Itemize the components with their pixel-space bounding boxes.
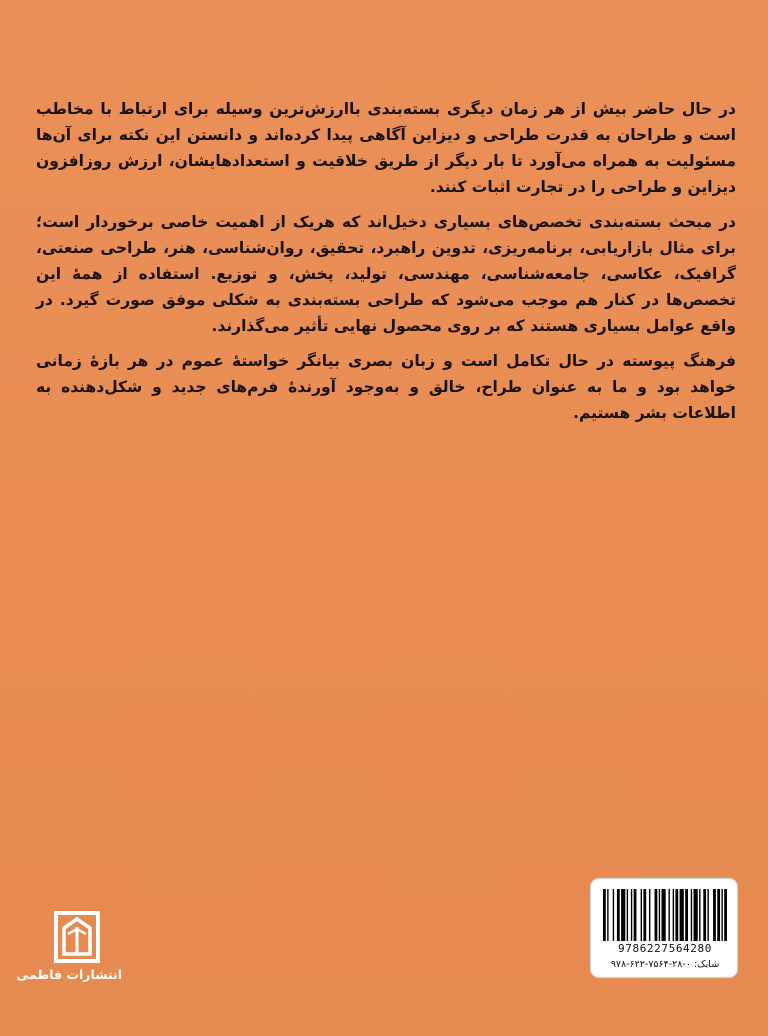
publisher-name: انتشارات فاطمی xyxy=(16,967,122,982)
barcode-bar xyxy=(631,889,632,941)
barcode-bar xyxy=(662,889,666,941)
barcode-bar xyxy=(659,889,660,941)
barcode-bar xyxy=(707,889,708,941)
blurb-text xyxy=(36,96,736,435)
barcode-bar xyxy=(721,889,722,941)
barcode-bar xyxy=(643,889,646,941)
isbn-label: شابک: ۰-۲۸-۷۵۶۴-۶۲۲-۹۷۸ xyxy=(610,959,720,970)
barcode-bar xyxy=(627,889,628,941)
barcode-bars xyxy=(603,889,727,941)
barcode-bar xyxy=(703,889,706,941)
barcode-bar xyxy=(649,889,650,941)
barcode-bar xyxy=(603,889,606,941)
barcode-bar xyxy=(713,889,716,941)
barcode-bar xyxy=(668,889,669,941)
barcode-digits: 9786227564280 xyxy=(618,942,712,955)
book-house-logo-icon xyxy=(53,910,101,964)
barcode-bar xyxy=(699,889,700,941)
barcode-bar xyxy=(717,889,720,941)
barcode-bar xyxy=(675,889,678,941)
blurb-paragraph-3: فرهنگ پیوسته در حال تکامل است و زبان بصری بیانگر خواستهٔ عموم در هر بازهٔ زمانی خواهد بود و ما به عنوان طراح، خالق و به‌وجود آورندهٔ فرم‌های جدید و شکل‌دهنده به اطلاعات بشر هستیم. xyxy=(36,352,736,422)
barcode-bar xyxy=(680,889,684,941)
barcode-bar xyxy=(617,889,620,941)
barcode-bar xyxy=(607,889,608,941)
barcode-bar xyxy=(655,889,658,941)
barcode-bar xyxy=(641,889,642,941)
barcode-bar xyxy=(634,889,637,941)
barcode-bar xyxy=(673,889,674,941)
barcode-bar xyxy=(691,889,692,941)
barcode-bar xyxy=(621,889,625,941)
blurb-paragraph-1: در حال حاضر بیش از هر زمان دیگری بسته‌بندی باارزش‌ترین وسیله برای ارتباط با مخاطب است و طراحان به قدرت طراحی و دیزاین آگاهی پیدا کرده‌اند و دانستن این نکته برای آن‌ها مسئولیت به همراه می‌آورد تا بار دیگر از طریق خلاقیت و استعدادهایشان، ارزش روزافزون دیزاین و طراحی را در تجارت اثبات کنند. xyxy=(36,100,736,196)
publisher-logo xyxy=(16,910,122,992)
barcode-bar xyxy=(613,889,614,941)
barcode-bar xyxy=(685,889,688,941)
barcode-bar xyxy=(694,889,698,941)
blurb-paragraph-2: در مبحث بسته‌بندی تخصص‌های بسیاری دخیل‌اند که هریک از اهمیت خاصی برخوردار است؛ برای مثال بازاریابی، برنامه‌ریزی، تدوین راهبرد، تحقیق، روان‌شناسی، هنر، طراحی صنعتی، گرافیک، عکاسی، جامعه‌شناسی، مهندسی، تولید، پخش، و توزیع. استفاده از همهٔ این تخصص‌ها در کنار هم موجب می‌شود که طراحی بسته‌بندی به شکلی موفق صورت گیرد. در واقع عوامل بسیاری هستند که بر روی محصول نهایی تأثیر می‌گذارند. xyxy=(36,213,736,335)
barcode-bar xyxy=(724,889,727,941)
isbn-barcode xyxy=(590,878,738,978)
